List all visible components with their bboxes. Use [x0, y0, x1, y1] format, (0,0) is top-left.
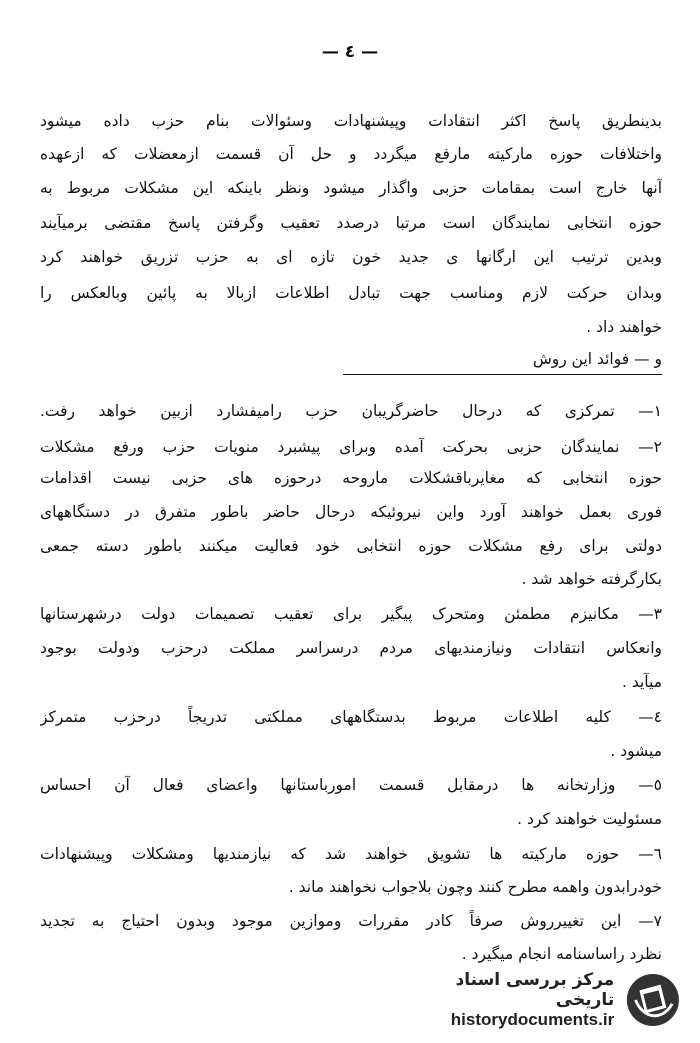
list-item-line: نظرد راساسنامه انجام میگیرد . [461, 945, 662, 963]
list-item-line: خودرابدون واهمه مطرح کنند وچون بلاجواب نخواهند ماند . [288, 878, 662, 896]
paragraph-1-line: وبدین ترتیب این ارگانها ی جدید خون تازه ای به حزب تزریق خواهند کرد [40, 248, 662, 266]
paragraph-1-line: وبدان حرکت لازم ومناسب جهت تبادل اطلاعات ازبالا به پائین وبالعکس را [40, 284, 662, 302]
watermark-name: مرکز بررسی اسناد تاریخی [455, 970, 615, 1010]
watermark-url: historydocuments.ir [450, 1010, 615, 1029]
list-item-line: ٤— کلیه اطلاعات مربوط بدستگاههای مملکتی تدریجاً درحزب متمرکز [40, 708, 662, 726]
list-item-line: ٧— این تغییرروش صرفاً کادر مقررات وموازین موجود وبدون احتیاج به تجدید [40, 912, 662, 930]
list-item-line: ١— تمرکزی که درحال حاضرگریبان حزب رامیفشارد ازبین خواهد رفت. [40, 402, 662, 420]
list-item-line: ٢— نمایندگان حزبی بحرکت آمده وبرای پیشبرد منویات حزب ورفع مشکلات [40, 438, 662, 456]
list-item-line: حوزه انتخابی که مغایرباقشکلات ماروحه درحوزه های حزبی نیست اقدامات [40, 469, 662, 487]
paragraph-1-line: آنها خارج است بمقامات حزبی واگذار میشود ونظر باینکه این مشکلات مربوط به [40, 179, 662, 197]
list-item-line: بکارگرفته خواهد شد . [521, 570, 662, 588]
paragraph-1-line: بدینطریق پاسخ اکثر انتقادات وپیشنهادات وسئوالات بنام حزب داده میشود [40, 112, 662, 130]
list-item-line: ٥— وزارتخانه ها درمقابل قسمت امورباستانها واعضای فعال آن احساس [40, 776, 662, 794]
paragraph-1-line: حوزه انتخابی نمایندگان است مرتبا درصدد تعقیب وگرفتن پاسخ مقتضی برمیآیند [40, 214, 662, 232]
watermark-text [392, 970, 614, 1030]
list-item-line: ٣— مکانیزم مطمئن ومتحرک پیگیر برای تعقیب تصمیمات دولت درشهرستانها [40, 605, 662, 623]
list-item-line: ٦— حوزه مارکیته ها تشویق خواهند شد که نیازمندیها ومشکلات وپیشنهادات [40, 845, 662, 863]
list-item-line: میشود . [610, 742, 662, 760]
page-number: — ٤ — [321, 42, 379, 62]
list-item-line: فوری بعمل خواهند آورد واین نیروئیکه درحال حاضر باطور متفرق در دستگاههای [40, 503, 662, 521]
list-item-line: میآید . [621, 673, 662, 691]
paragraph-1-line: واختلافات حوزه مارکیته مارفع میگردد و حل آن قسمت ازمعضلات که ازعهده [40, 145, 662, 163]
section-heading: و — فوائد این روش [343, 348, 662, 375]
archive-logo-icon [624, 971, 682, 1029]
list-item-line: مسئولیت خواهند کرد . [517, 810, 662, 828]
list-item-line: دولتی برای رفع مشکلات حوزه انتخابی خود فعالیت میکنند باطور دسته جمعی [40, 537, 662, 555]
watermark [392, 967, 682, 1033]
list-item-line: وانعکاس انتقادات ونیازمندیهای مردم درسراسر مملکت درحزب ودولت بوجود [40, 639, 662, 657]
paragraph-1-line: خواهند داد . [586, 318, 662, 336]
